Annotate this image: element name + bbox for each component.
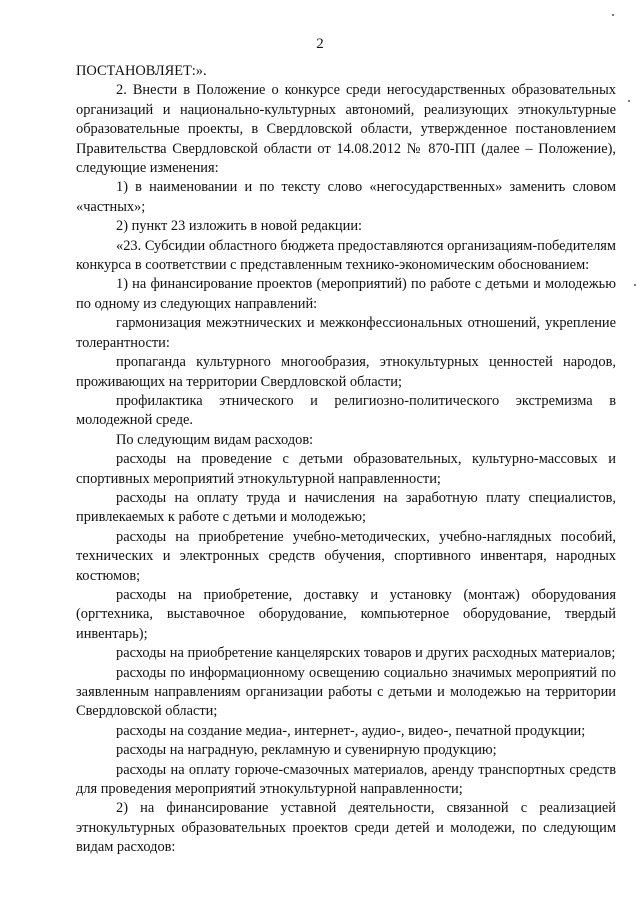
paragraph: ПОСТАНОВЛЯЕТ:». xyxy=(76,63,207,79)
scan-speck xyxy=(628,100,630,102)
paragraph: расходы на приобретение канцелярских товаров и других расходных материалов; xyxy=(116,645,616,662)
page-number: 2 xyxy=(316,36,324,52)
scan-speck xyxy=(634,284,636,286)
document-body xyxy=(76,62,616,858)
paragraph: расходы на оплату горюче-смазочных материалов, аренду транспортных средств для проведения мероприятий этнокультурной направленности; xyxy=(76,761,616,798)
paragraph: расходы на приобретение учебно-методических, учебно-наглядных пособий, технических и электронных средств обучения, спортивного инвентаря, народных костюмов; xyxy=(76,528,616,584)
paragraph: «23. Субсидии областного бюджета предоставляются организациям-победителям конкурса в соответствии с представленным технико-экономическим обоснованием: xyxy=(76,237,616,274)
paragraph: профилактика этнического и религиозно-политического экстремизма в молодежной среде. xyxy=(76,392,616,429)
paragraph: 1) в наименовании и по тексту слово «негосударственных» заменить словом «частных»; xyxy=(76,179,616,215)
paragraph: расходы на создание медиа-, интернет-, аудио-, видео-, печатной продукции; xyxy=(116,722,586,739)
paragraph: 2) пункт 23 изложить в новой редакции: xyxy=(116,218,363,235)
scan-speck xyxy=(612,14,614,16)
paragraph: 2. Внести в Положение о конкурсе среди негосударственных образовательных организаций и национально-культурных автономий, реализующих этнокультурные образовательные проекты, в Свердловской области, утвержденное постановлением Правительства Свердловской области от 14.08.2012 № 870-ПП (далее – Положение), следующие изменения: xyxy=(76,82,616,177)
paragraph: расходы по информационному освещению социально значимых мероприятий по заявленным направлениям организации работы с детьми и молодежью на территории Свердловской области; xyxy=(76,664,616,720)
paragraph: По следующим видам расходов: xyxy=(116,431,314,448)
paragraph: 1) на финансирование проектов (мероприятий) по работе с детьми и молодежью по одному из следующих направлений: xyxy=(76,276,616,312)
paragraph: расходы на приобретение, доставку и установку (монтаж) оборудования (оргтехника, выставочное оборудование, компьютерное оборудование, твердый инвентарь); xyxy=(76,586,616,642)
paragraph: пропаганда культурного многообразия, этнокультурных ценностей народов, проживающих на территории Свердловской области; xyxy=(76,354,616,390)
paragraph: расходы на наградную, рекламную и сувенирную продукцию; xyxy=(116,742,497,759)
paragraph: гармонизация межэтнических и межконфессиональных отношений, укрепление толерантности: xyxy=(76,315,616,351)
paragraph: 2) на финансирование уставной деятельности, связанной с реализацией этнокультурных образовательных проектов среди детей и молодежи, по следующим видам расходов: xyxy=(76,800,616,856)
paragraph: расходы на проведение с детьми образовательных, культурно-массовых и спортивных мероприятий этнокультурной направленности; xyxy=(76,451,616,487)
paragraph: расходы на оплату труда и начисления на заработную плату специалистов, привлекаемых к работе с детьми и молодежью; xyxy=(76,489,616,526)
